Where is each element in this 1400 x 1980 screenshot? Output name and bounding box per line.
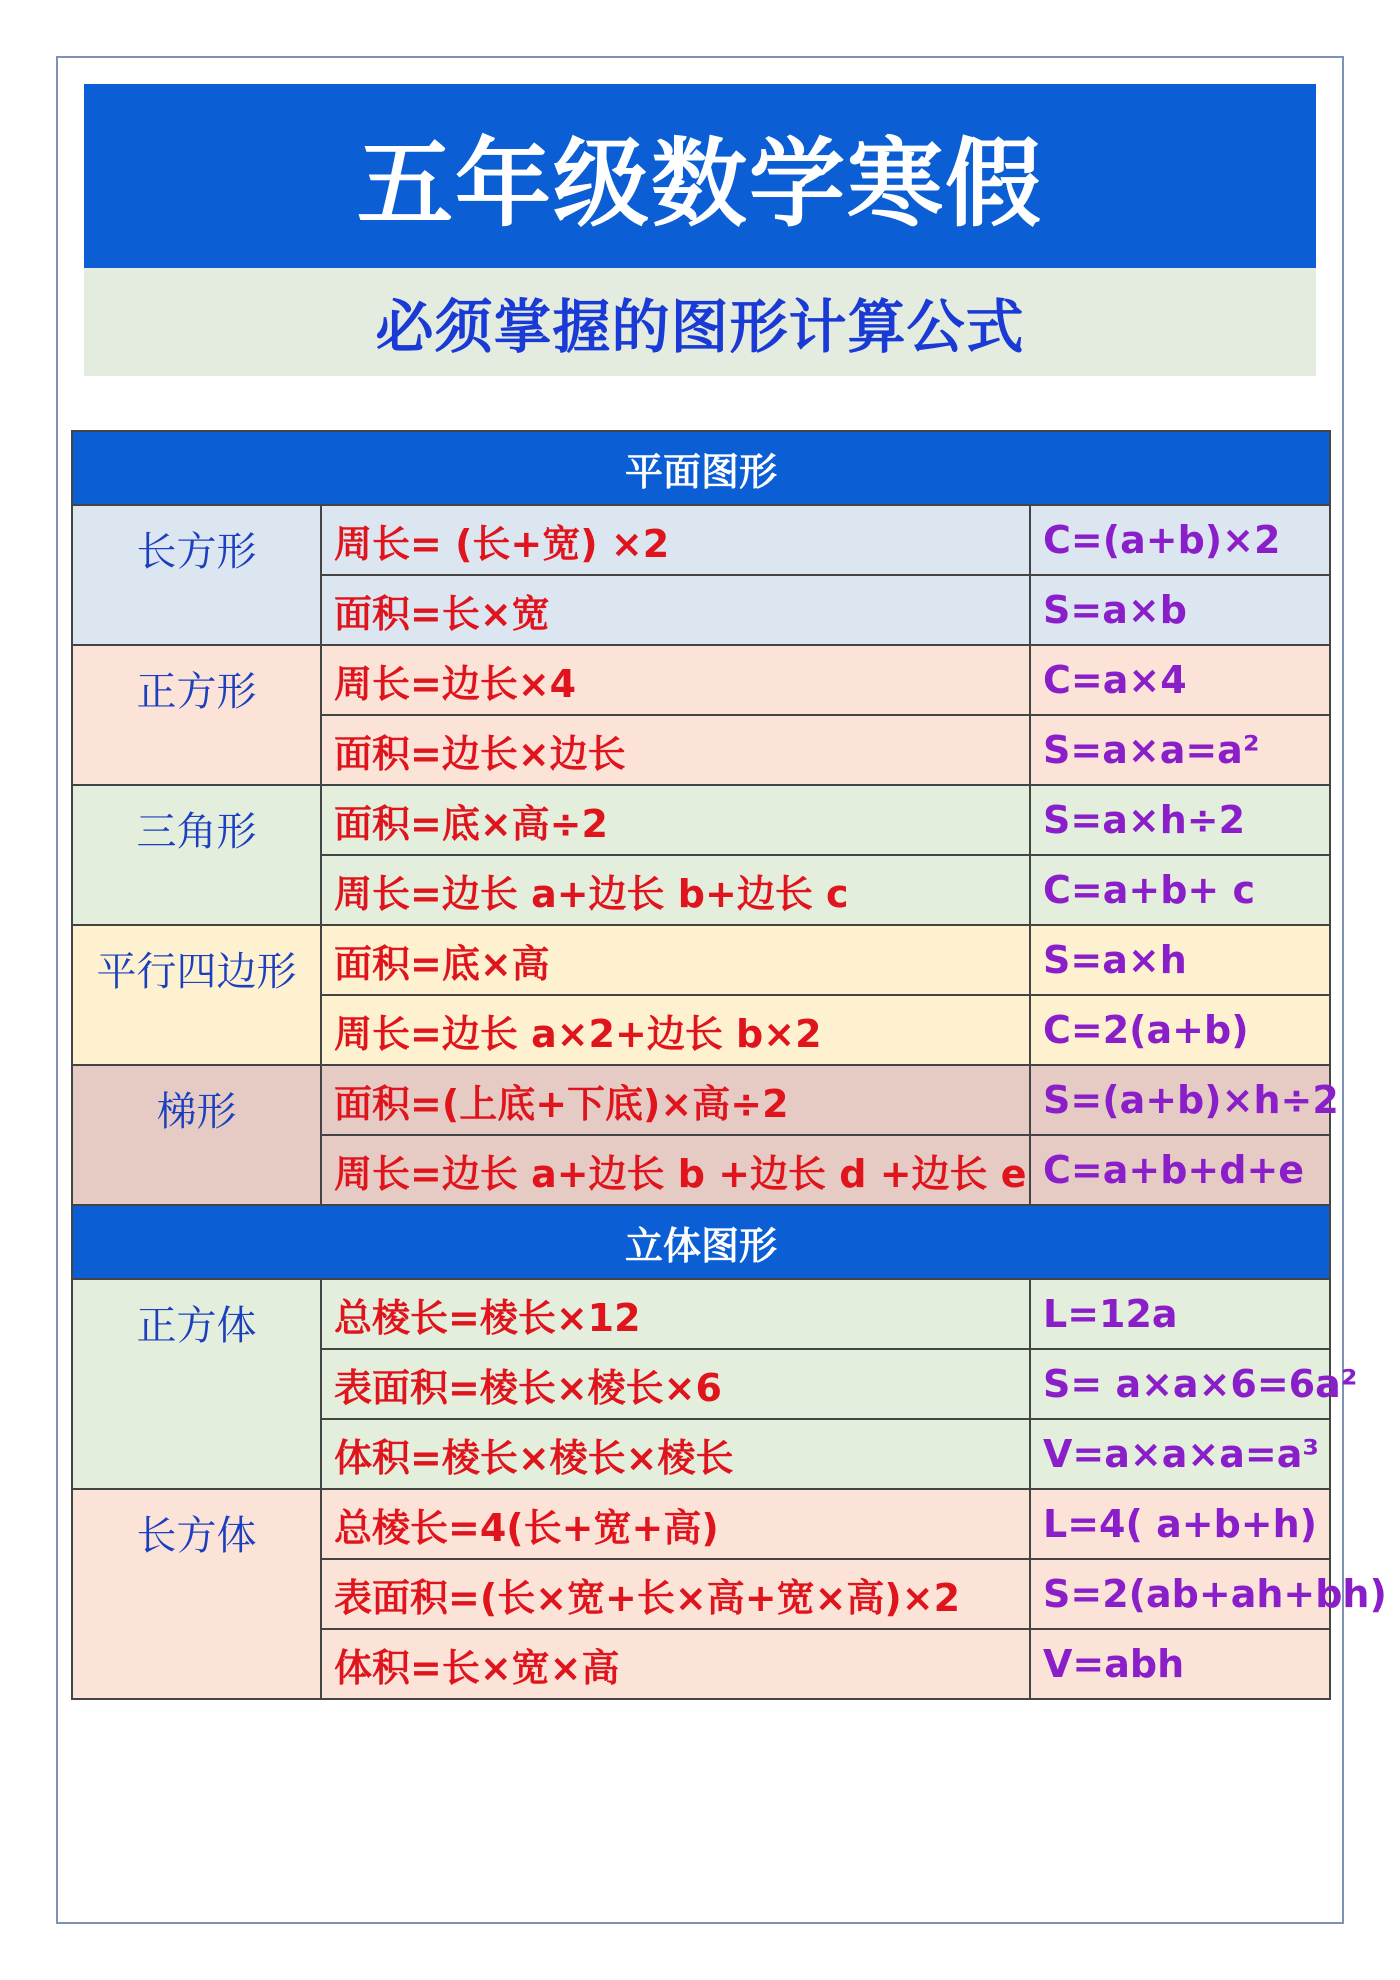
table-row xyxy=(72,785,1330,855)
table-row xyxy=(72,1489,1330,1559)
symbolic-formula: C=a+b+ c xyxy=(1030,855,1330,925)
symbolic-formula: C=a×4 xyxy=(1030,645,1330,715)
section-header-solid xyxy=(72,1205,1330,1279)
table-row xyxy=(72,1065,1330,1135)
formula-text: 周长=边长×4 xyxy=(321,645,1030,715)
symbolic-formula: S=a×h÷2 xyxy=(1030,785,1330,855)
symbolic-formula: S= a×a×6=6a² xyxy=(1030,1349,1330,1419)
shape-cuboid: 长方体 xyxy=(72,1489,321,1699)
symbolic-formula: V=abh xyxy=(1030,1629,1330,1699)
shape-parallelogram: 平行四边形 xyxy=(72,925,321,1065)
formula-text: 总棱长=棱长×12 xyxy=(321,1279,1030,1349)
formula-text: 总棱长=4(长+宽+高) xyxy=(321,1489,1030,1559)
formula-text: 体积=棱长×棱长×棱长 xyxy=(321,1419,1030,1489)
formula-text: 面积=底×高÷2 xyxy=(321,785,1030,855)
symbolic-formula: S=a×h xyxy=(1030,925,1330,995)
section-title-plane: 平面图形 xyxy=(72,431,1330,505)
formula-text: 表面积=棱长×棱长×6 xyxy=(321,1349,1030,1419)
symbolic-formula: C=2(a+b) xyxy=(1030,995,1330,1065)
shape-triangle: 三角形 xyxy=(72,785,321,925)
symbolic-formula: S=a×a=a² xyxy=(1030,715,1330,785)
formula-text: 表面积=(长×宽+长×高+宽×高)×2 xyxy=(321,1559,1030,1629)
table-row xyxy=(72,645,1330,715)
table-row xyxy=(72,1279,1330,1349)
formula-text: 面积=边长×边长 xyxy=(321,715,1030,785)
symbolic-formula: L=4( a+b+h) xyxy=(1030,1489,1330,1559)
symbolic-formula: L=12a xyxy=(1030,1279,1330,1349)
formula-table xyxy=(71,430,1387,1700)
symbolic-formula: S=2(ab+ah+bh) xyxy=(1030,1559,1330,1629)
formula-text: 周长=边长 a+边长 b+边长 c xyxy=(321,855,1030,925)
section-title-solid: 立体图形 xyxy=(72,1205,1330,1279)
formula-text: 周长= (长+宽) ×2 xyxy=(321,505,1030,575)
shape-rectangle: 长方形 xyxy=(72,505,321,645)
formula-text: 周长=边长 a+边长 b +边长 d +边长 e xyxy=(321,1135,1030,1205)
table-row xyxy=(72,505,1330,575)
shape-square: 正方形 xyxy=(72,645,321,785)
symbolic-formula: S=(a+b)×h÷2 xyxy=(1030,1065,1330,1135)
formula-text: 面积=底×高 xyxy=(321,925,1030,995)
symbolic-formula: C=(a+b)×2 xyxy=(1030,505,1330,575)
table-row xyxy=(72,925,1330,995)
formula-text: 面积=(上底+下底)×高÷2 xyxy=(321,1065,1030,1135)
shape-trapezoid: 梯形 xyxy=(72,1065,321,1205)
formula-text: 周长=边长 a×2+边长 b×2 xyxy=(321,995,1030,1065)
symbolic-formula: V=a×a×a=a³ xyxy=(1030,1419,1330,1489)
section-header-plane xyxy=(72,431,1330,505)
page-title: 五年级数学寒假 xyxy=(84,84,1316,268)
symbolic-formula: C=a+b+d+e xyxy=(1030,1135,1330,1205)
formula-text: 体积=长×宽×高 xyxy=(321,1629,1030,1699)
page-subtitle: 必须掌握的图形计算公式 xyxy=(84,268,1316,376)
symbolic-formula: S=a×b xyxy=(1030,575,1330,645)
formula-text: 面积=长×宽 xyxy=(321,575,1030,645)
shape-cube: 正方体 xyxy=(72,1279,321,1489)
